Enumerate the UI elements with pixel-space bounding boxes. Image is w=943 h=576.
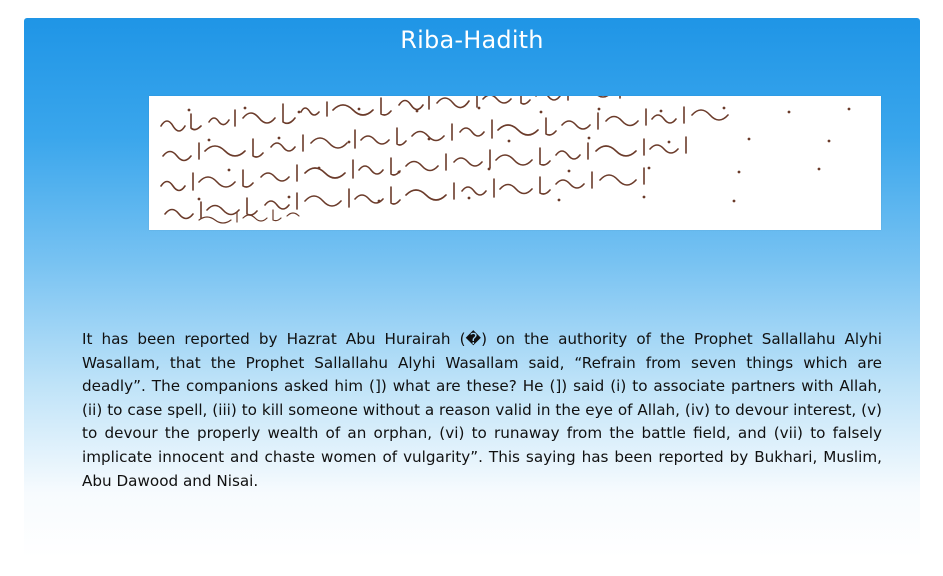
- arabic-calligraphy-lines: [149, 96, 881, 230]
- slide: [24, 18, 920, 558]
- slide-title: Riba-Hadith: [400, 26, 544, 54]
- arabic-hadith-image: [149, 96, 881, 230]
- hadith-translation-text: It has been reported by Hazrat Abu Hurairah (�) on the authority of the Prophet Sallallahu Alyhi Wasallam, that the Prophet Sallallahu Alyhi Wasallam said, “Refrain from seven things which are deadly”. The companions asked him (]) what are these? He (]) said (i) to associate partners with Allah, (ii) to case spell, (iii) to kill someone without a reason valid in the eye of Allah, (iv) to devour interest, (v) to devour the properly wealth of an orphan, (vi) to runaway from the battle field, and (vii) to falsely implicate innocent and chaste women of vulgarity”. This saying has been reported by Bukhari, Muslim, Abu Dawood and Nisai.: [82, 330, 882, 490]
